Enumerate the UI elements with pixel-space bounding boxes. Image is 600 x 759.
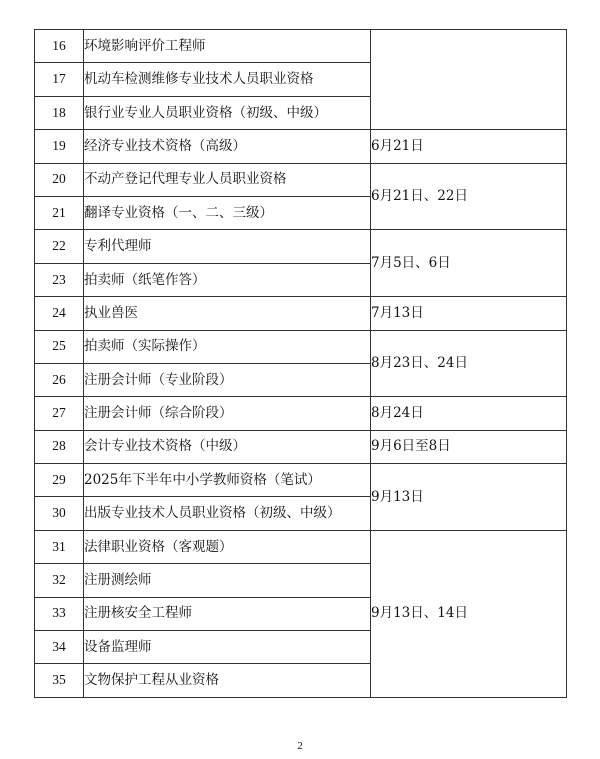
exam-name: 不动产登记代理专业人员职业资格 [84, 163, 371, 196]
row-number: 25 [35, 330, 84, 363]
exam-name: 文物保护工程从业资格 [84, 664, 371, 697]
exam-date: 9月6日至8日 [371, 430, 567, 463]
table-row [35, 297, 567, 330]
table-row [35, 330, 567, 363]
exam-date: 6月21日、22日 [371, 163, 567, 230]
row-number: 24 [35, 297, 84, 330]
row-number: 23 [35, 263, 84, 296]
table-row [35, 230, 567, 263]
row-number: 19 [35, 130, 84, 163]
table-row [35, 430, 567, 463]
exam-name: 拍卖师（纸笔作答） [84, 263, 371, 296]
row-number: 28 [35, 430, 84, 463]
table-row [35, 30, 567, 63]
exam-name: 出版专业技术人员职业资格（初级、中级） [84, 497, 371, 530]
exam-name: 设备监理师 [84, 631, 371, 664]
exam-date: 8月24日 [371, 397, 567, 430]
row-number: 31 [35, 530, 84, 563]
exam-name: 机动车检测维修专业技术人员职业资格 [84, 63, 371, 96]
exam-name: 法律职业资格（客观题） [84, 530, 371, 563]
exam-name: 注册会计师（专业阶段） [84, 363, 371, 396]
row-number: 22 [35, 230, 84, 263]
exam-name: 银行业专业人员职业资格（初级、中级） [84, 96, 371, 129]
exam-date-empty [371, 30, 567, 130]
row-number: 17 [35, 63, 84, 96]
exam-name: 注册会计师（综合阶段） [84, 397, 371, 430]
exam-date: 8月23日、24日 [371, 330, 567, 397]
exam-name: 注册核安全工程师 [84, 597, 371, 630]
row-number: 16 [35, 30, 84, 63]
exam-date: 6月21日 [371, 130, 567, 163]
table-row [35, 464, 567, 497]
exam-date: 7月13日 [371, 297, 567, 330]
page-number: 2 [297, 740, 303, 752]
exam-name: 注册测绘师 [84, 564, 371, 597]
row-number: 26 [35, 363, 84, 396]
table-row [35, 130, 567, 163]
exam-name: 翻译专业资格（一、二、三级） [84, 196, 371, 229]
exam-name: 2025年下半年中小学教师资格（笔试） [84, 464, 371, 497]
row-number: 35 [35, 664, 84, 697]
table-row [35, 163, 567, 196]
exam-name: 会计专业技术资格（中级） [84, 430, 371, 463]
row-number: 27 [35, 397, 84, 430]
table-row [35, 397, 567, 430]
exam-name: 执业兽医 [84, 297, 371, 330]
row-number: 29 [35, 464, 84, 497]
row-number: 33 [35, 597, 84, 630]
row-number: 21 [35, 196, 84, 229]
exam-date: 9月13日 [371, 464, 567, 531]
exam-name: 经济专业技术资格（高级） [84, 130, 371, 163]
exam-name: 环境影响评价工程师 [84, 30, 371, 63]
row-number: 34 [35, 631, 84, 664]
exam-date: 7月5日、6日 [371, 230, 567, 297]
row-number: 20 [35, 163, 84, 196]
table-row [35, 530, 567, 563]
row-number: 18 [35, 96, 84, 129]
exam-name: 拍卖师（实际操作） [84, 330, 371, 363]
exam-date: 9月13日、14日 [371, 530, 567, 697]
exam-name: 专利代理师 [84, 230, 371, 263]
row-number: 32 [35, 564, 84, 597]
row-number: 30 [35, 497, 84, 530]
exam-schedule-table [34, 29, 567, 698]
